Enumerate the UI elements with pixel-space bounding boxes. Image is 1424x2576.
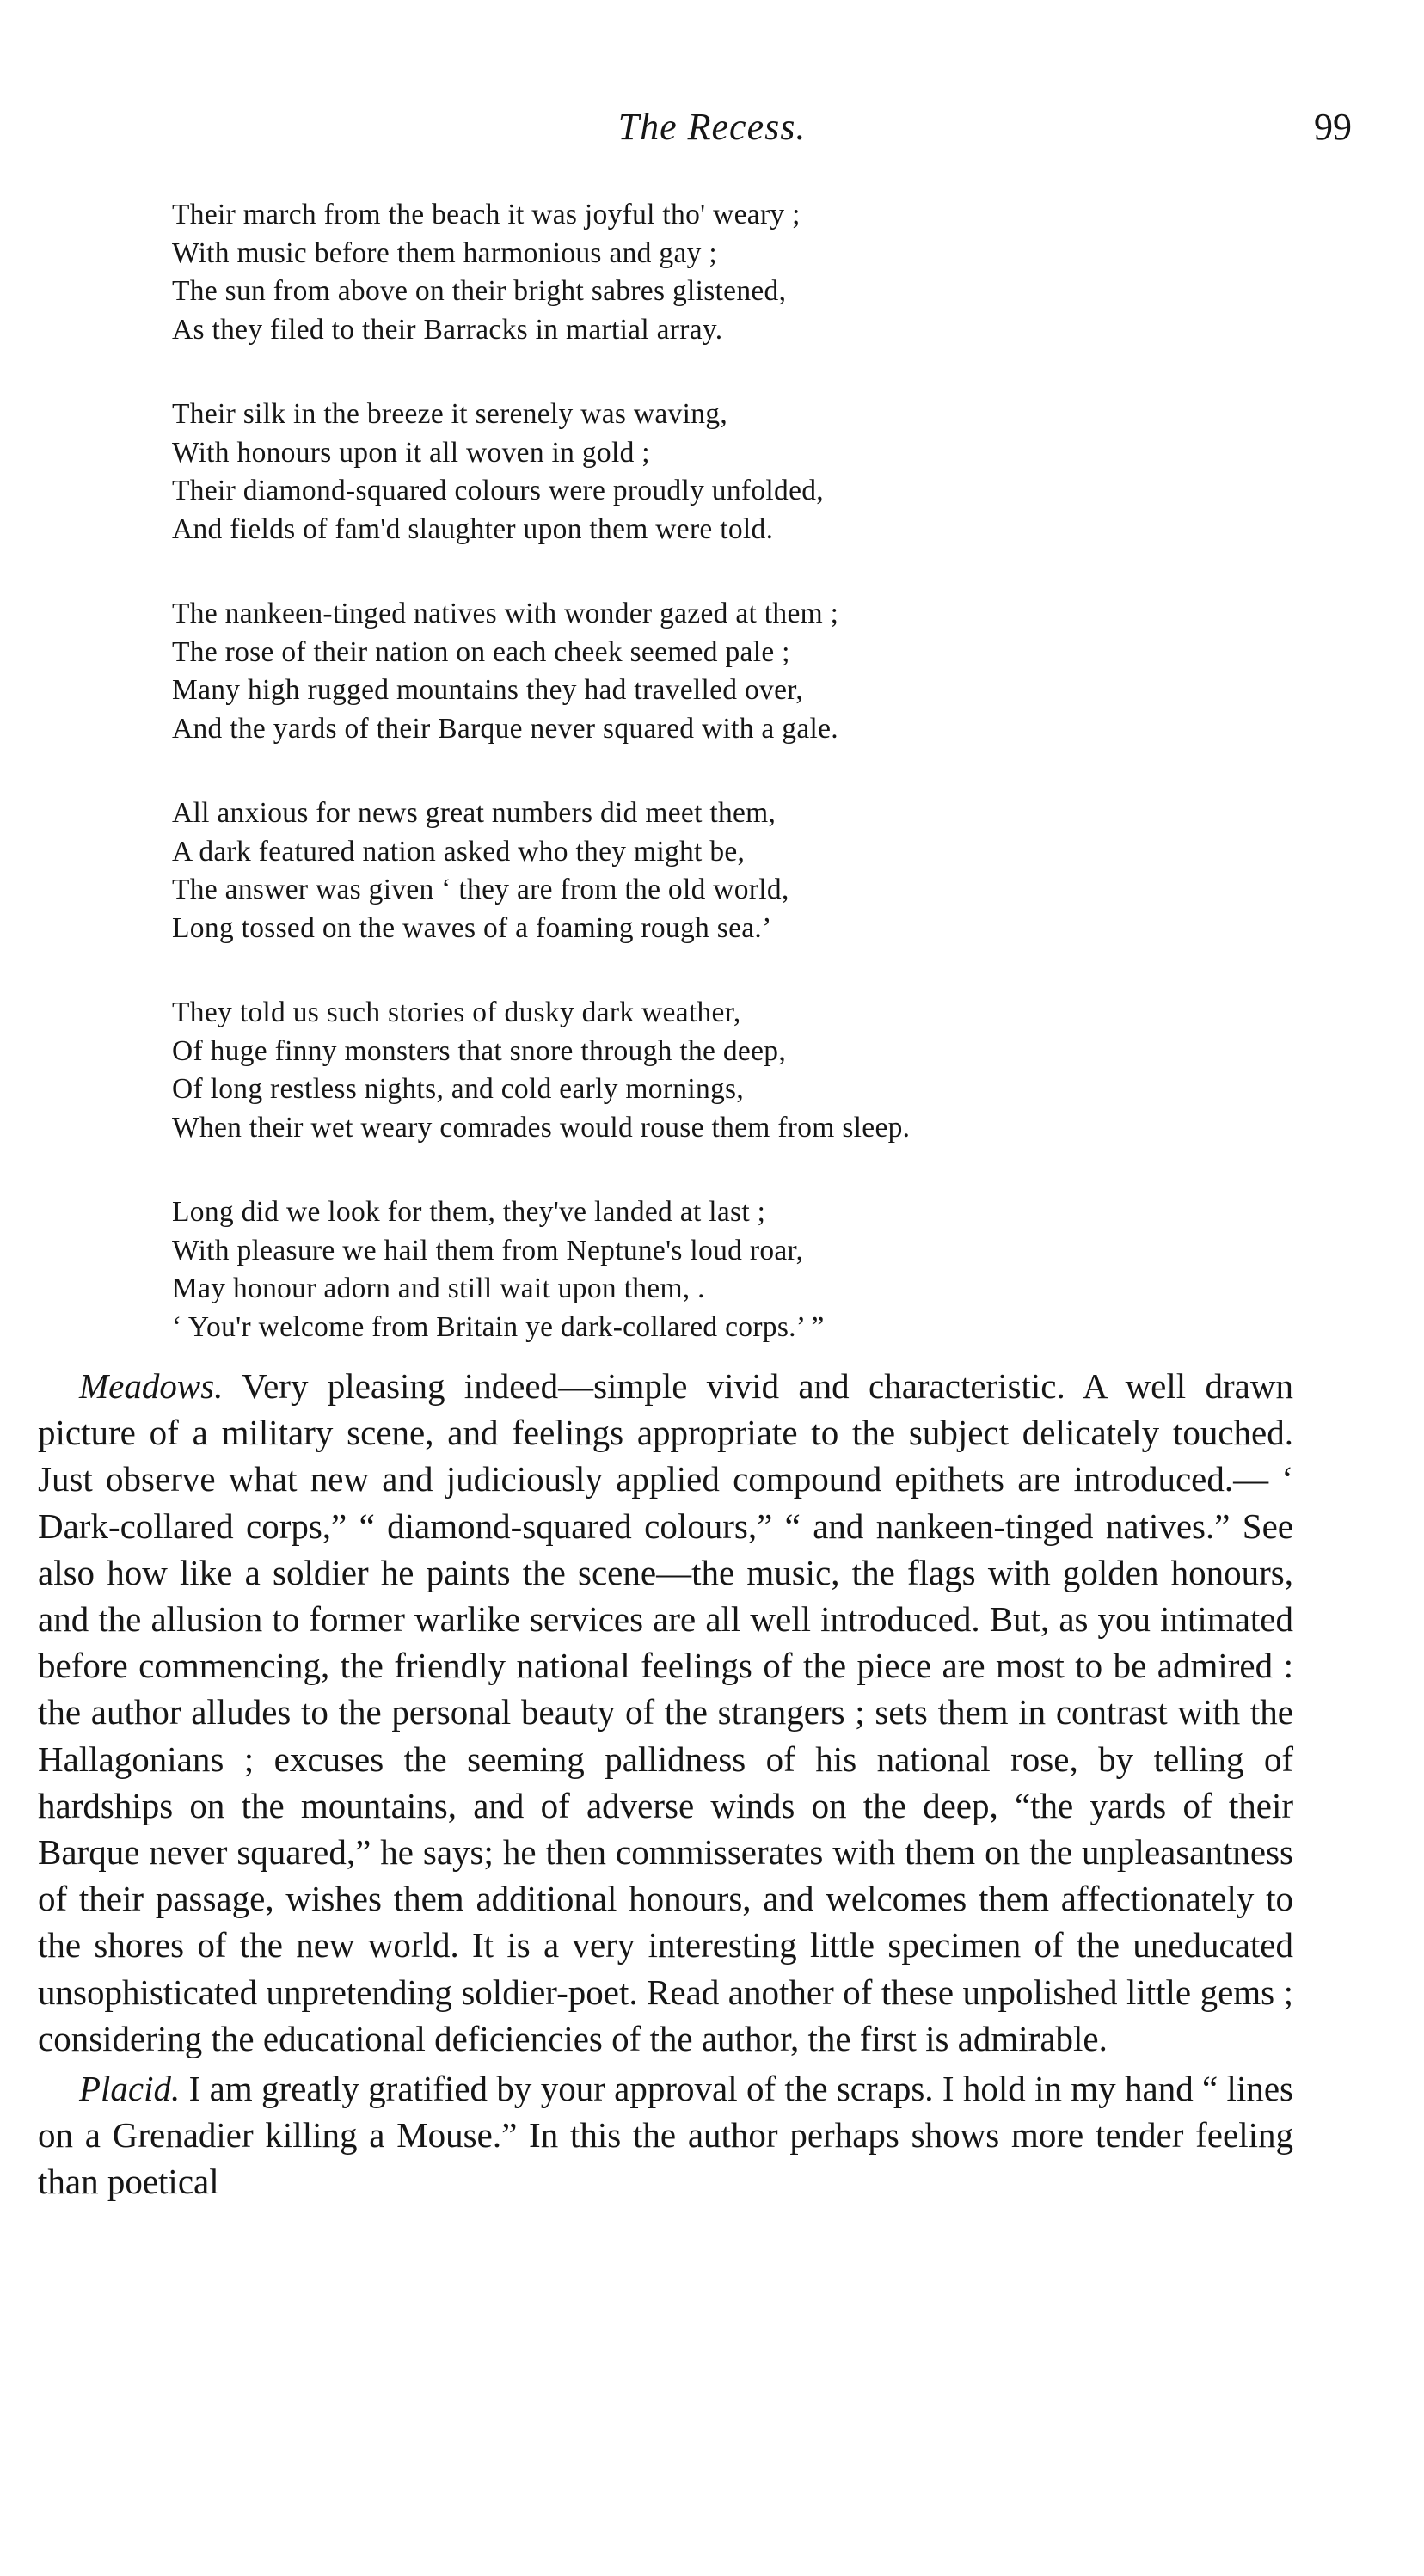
verse-line: ‘ You'r welcome from Britain ye dark-collared corps.’ ” [172, 1310, 825, 1343]
dialogue [38, 1363, 1293, 2205]
verse-line: And fields of fam'd slaughter upon them were told. [172, 512, 774, 545]
verse-line: The answer was given ‘ they are from the old world, [172, 874, 789, 905]
poem [172, 196, 1290, 1393]
page-number: 99 [1314, 106, 1352, 148]
verse-line: Of long restless nights, and cold early mornings, [172, 1073, 745, 1105]
verse-line: Of huge finny monsters that snore through the deep, [172, 1034, 786, 1067]
verse-line: Their diamond-squared colours were proudly unfolded, [172, 475, 824, 506]
poem-stanza-2 [172, 396, 1290, 549]
running-head [0, 105, 1424, 156]
verse-line: The rose of their nation on each cheek seemed pale ; [172, 635, 790, 668]
verse-line: All anxious for news great numbers did meet them, [172, 797, 776, 829]
verse-line: Long did we look for them, they've landed at last ; [172, 1196, 766, 1228]
poem-stanza-6 [172, 1193, 1290, 1346]
verse-line: Long tossed on the waves of a foaming rough sea.’ [172, 911, 772, 944]
verse-line: With music before them harmonious and gay ; [172, 236, 717, 269]
poem-stanza-3 [172, 595, 1290, 748]
speaker-name-placid: Placid. [79, 2069, 181, 2109]
poem-stanza-1 [172, 196, 1290, 349]
verse-line: And the yards of their Barque never squared with a gale. [172, 712, 838, 745]
speaker-name-meadows: Meadows. [79, 1366, 224, 1406]
verse-line: The nankeen-tinged natives with wonder gazed at them ; [172, 598, 839, 629]
verse-line: With honours upon it all woven in gold ; [172, 436, 650, 469]
poem-stanza-5 [172, 994, 1290, 1147]
verse-line: As they filed to their Barracks in martial array. [172, 313, 723, 346]
running-title: The Recess. [617, 106, 807, 148]
verse-line: A dark featured nation asked who they might be, [172, 835, 746, 868]
verse-line: They told us such stories of dusky dark weather, [172, 997, 741, 1028]
verse-line: When their wet weary comrades would rouse them from sleep. [172, 1111, 911, 1144]
verse-line: May honour adorn and still wait upon them, . [172, 1273, 705, 1304]
meadows-speech: Very pleasing indeed—simple vivid and characteristic. A well drawn picture of a military scene, and feelings appropriate to the subject delicately touched. Just observe what new and judiciously applied compound epithets are introduced.— ‘ Dark-collared corps,” “ diamond-squared colours,” “ and nankeen-tinged natives.” See also how like a soldier he paints the scene—the music, the flags with golden honours, and the allusion to former warlike services are all well introduced. But, as you intimated before commencing, the friendly national feelings of the piece are most to be admired : the author alludes to the personal beauty of the strangers ; sets them in contrast with the Hallagonians ; excuses the seeming pallidness of his national rose, by telling of hardships on the mountains, and of adverse winds on the deep, “the yards of their Barque never squared,” he says; he then commisserates with them on the unpleasantness of their passage, wishes them additional honours, and welcomes them affectionately to the shores of the new world. It is a very interesting little specimen of the uneducated unsophisticated unpretending soldier-poet. Read another of these unpolished little gems ; considering the educational deficiencies of the author, the first is admirable. [38, 1366, 1293, 2058]
verse-line: Many high rugged mountains they had travelled over, [172, 674, 804, 706]
verse-line: Their silk in the breeze it serenely was waving, [172, 398, 728, 430]
verse-line: With pleasure we hail them from Neptune's loud roar, [172, 1234, 804, 1267]
verse-line: The sun from above on their bright sabres glistened, [172, 275, 787, 307]
poem-stanza-4 [172, 794, 1290, 948]
placid-speech: I am greatly gratified by your approval of the scraps. I hold in my hand “ lines on a Grenadier killing a Mouse.” In this the author perhaps shows more tender feeling than poetical [38, 2069, 1293, 2202]
verse-line: Their march from the beach it was joyful tho' weary ; [172, 199, 801, 230]
meadows-paragraph [38, 1363, 1293, 2062]
placid-paragraph [38, 2065, 1293, 2205]
